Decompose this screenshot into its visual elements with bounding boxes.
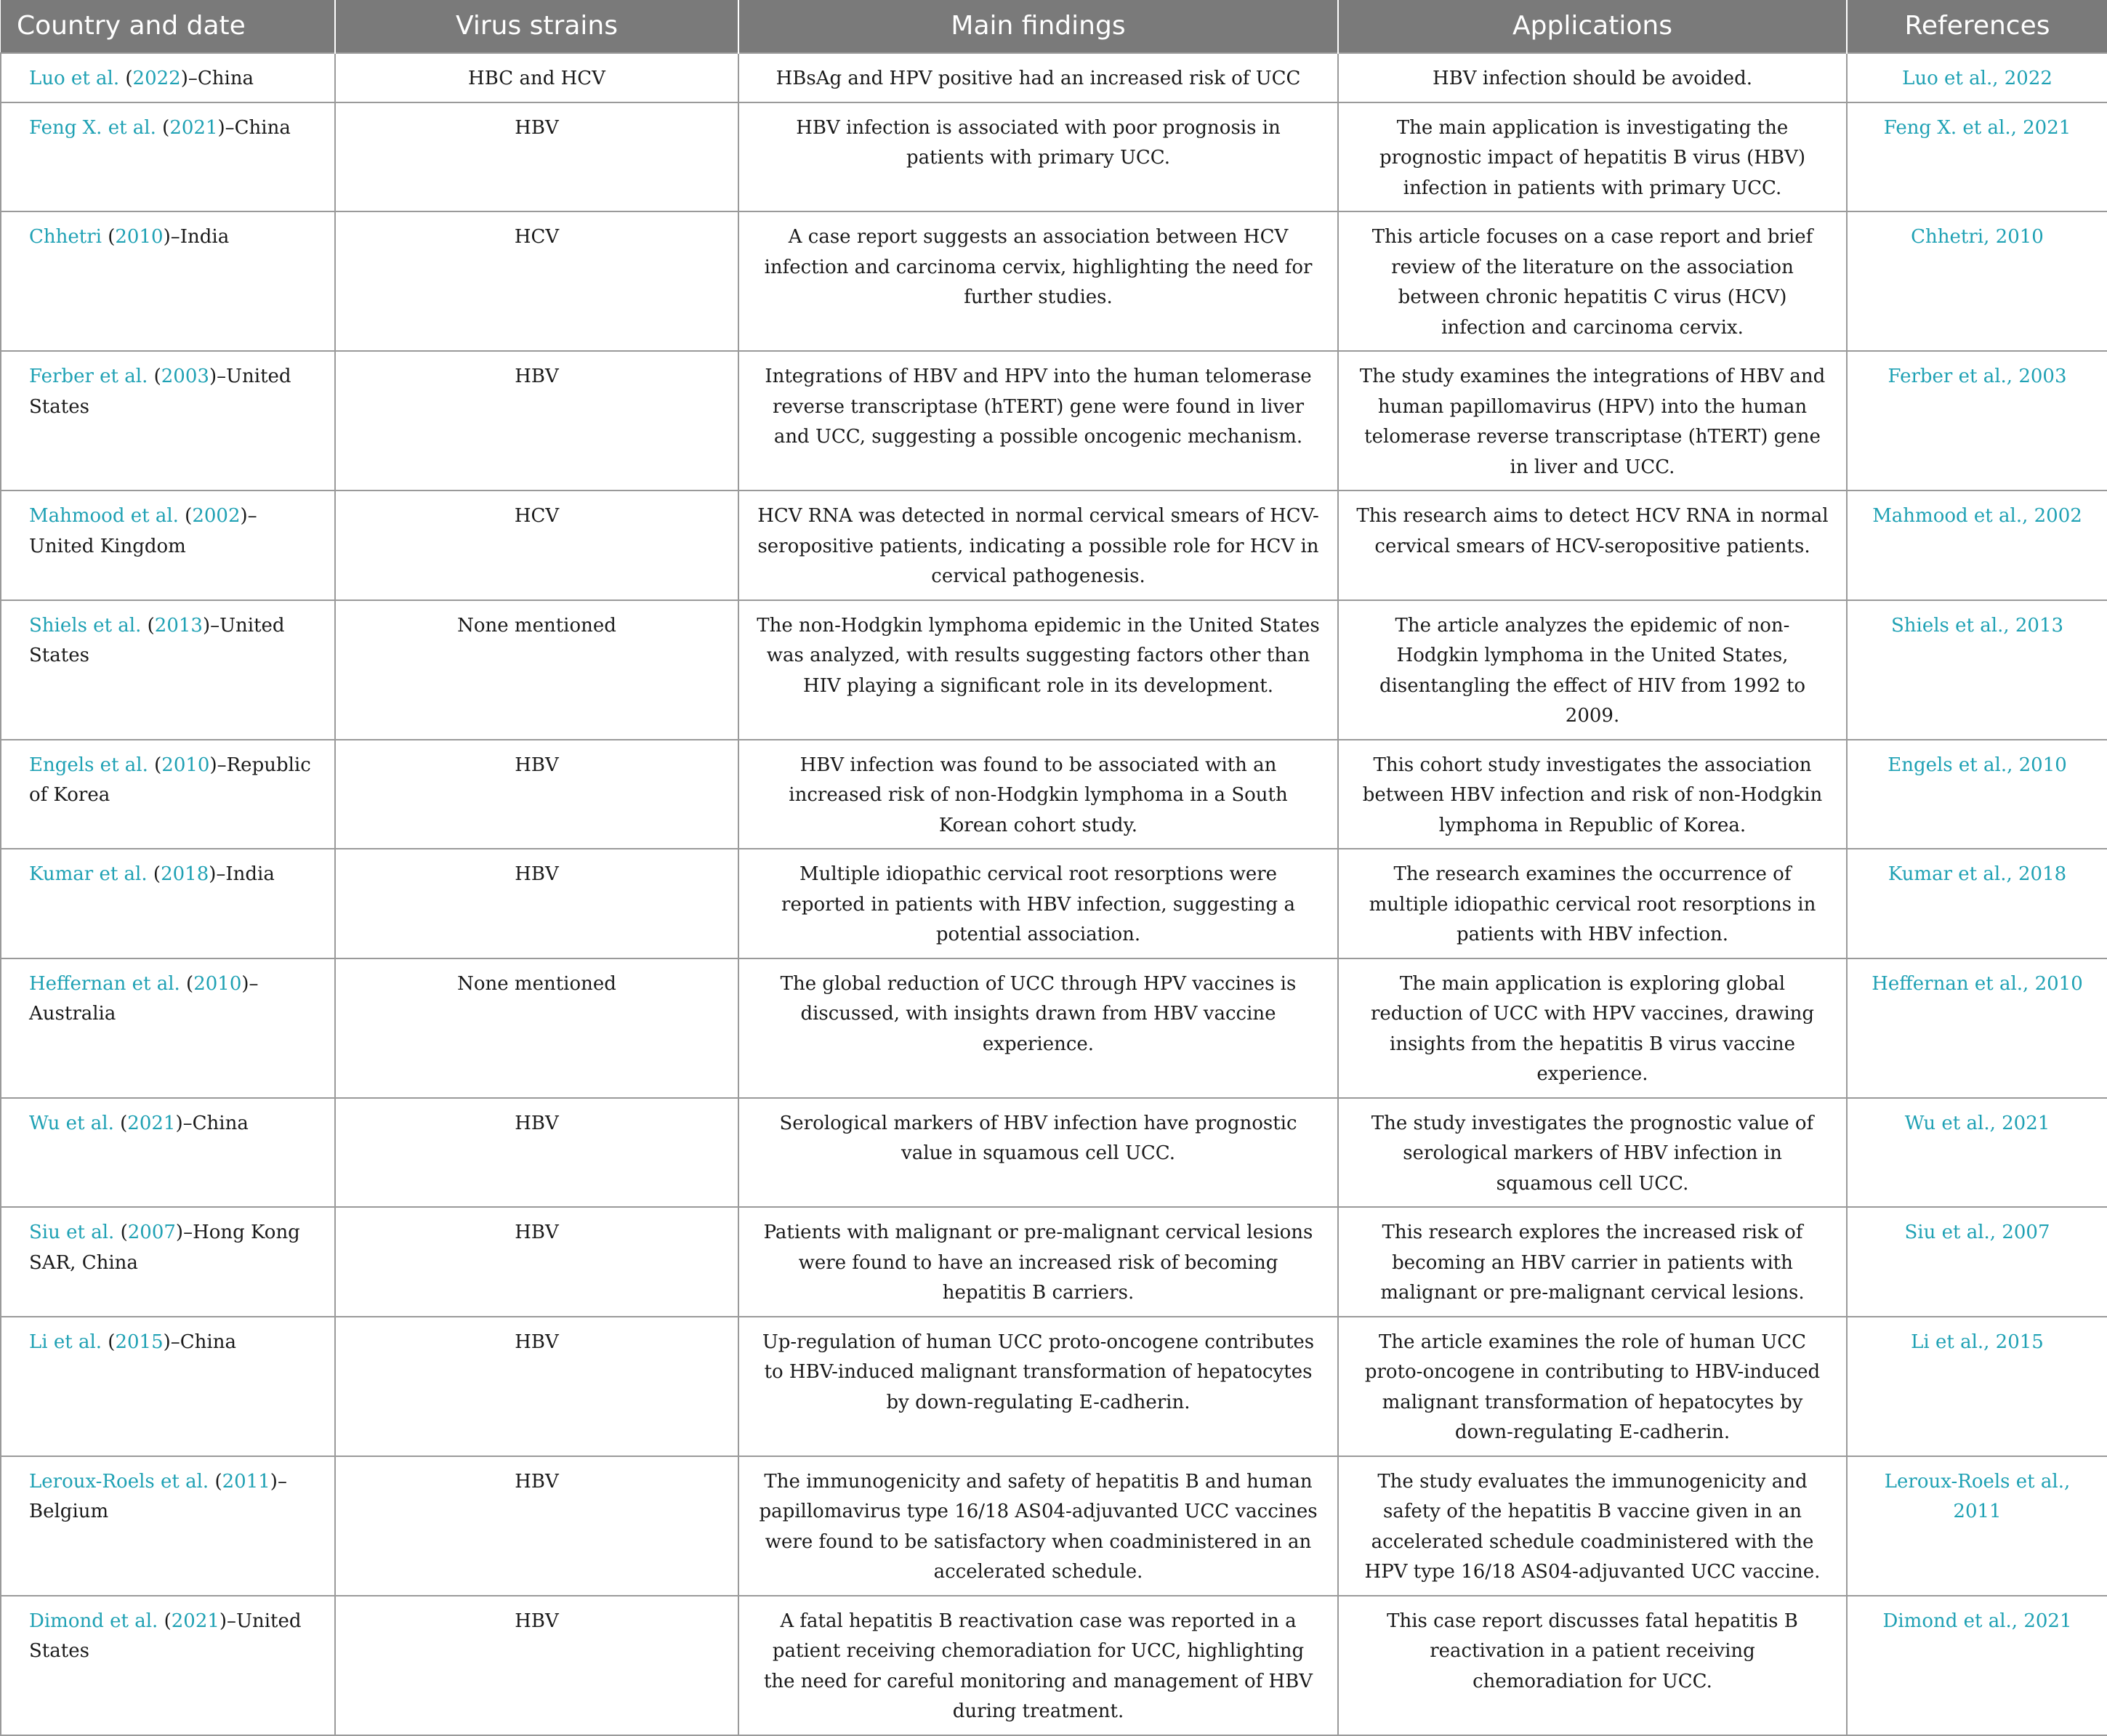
reference-link[interactable]: Luo et al., 2022	[1902, 68, 2052, 89]
applications-cell: The study evaluates the immunogenicity and safety of the hepatitis B vaccine given in an accelerated schedule coadministered with the HPV type 16/18 AS04-adjuvanted UCC vaccine.	[1338, 1456, 1847, 1596]
table-body	[1, 53, 2107, 1735]
main-findings-cell: Multiple idiopathic cervical root resorptions were reported in patients with HBV infection, suggesting a potential association.	[738, 849, 1338, 958]
main-findings-cell: The immunogenicity and safety of hepatitis B and human papillomavirus type 16/18 AS04-adjuvanted UCC vaccines were found to be satisfactory when coadministered in an accelerated schedule.	[738, 1456, 1338, 1596]
author-link[interactable]: Shiels et al.	[29, 614, 142, 637]
location-text: China	[234, 116, 291, 139]
virus-strains-cell: HBC and HCV	[335, 53, 738, 102]
virus-strains-cell: HBV	[335, 1207, 738, 1317]
main-findings-cell: HBsAg and HPV positive had an increased risk of UCC	[738, 53, 1338, 102]
table-row	[1, 211, 2107, 351]
author-link[interactable]: Chhetri	[29, 226, 102, 248]
author-link[interactable]: Leroux-Roels et al.	[29, 1470, 209, 1493]
author-link[interactable]: Kumar et al.	[29, 863, 148, 885]
reference-link[interactable]: Mahmood et al., 2002	[1872, 505, 2082, 527]
year-link[interactable]: 2021	[127, 1112, 176, 1134]
references-cell	[1847, 600, 2107, 740]
location-text: Republic of Korea	[29, 754, 311, 806]
author-link[interactable]: Wu et al.	[29, 1112, 114, 1134]
table-row	[1, 1456, 2107, 1596]
location-text: Belgium	[29, 1501, 109, 1522]
country-and-date-cell: Mahmood et al. (2002)–United Kingdom	[1, 490, 335, 600]
reference-link[interactable]: Wu et al., 2021	[1904, 1112, 2050, 1134]
year-link[interactable]: 2010	[161, 754, 210, 776]
country-and-date-cell: Shiels et al. (2013)–United States	[1, 600, 335, 740]
year-link[interactable]: 2003	[161, 366, 209, 387]
virus-strains-cell: HBV	[335, 1317, 738, 1456]
main-findings-cell: Up-regulation of human UCC proto-oncogene contributes to HBV-induced malignant transformation of hepatocytes by down-regulating E-cadherin.	[738, 1317, 1338, 1456]
country-and-date-cell: Li et al. (2015)–China	[1, 1317, 335, 1456]
header-country-and-date: Country and date	[1, 0, 335, 53]
location-text: United Kingdom	[29, 535, 186, 557]
virus-strains-cell: HBV	[335, 1596, 738, 1735]
reference-link[interactable]: Engels et al., 2010	[1888, 754, 2067, 776]
table-header	[1, 0, 2107, 53]
table-row	[1, 740, 2107, 849]
table-row	[1, 600, 2107, 740]
reference-link[interactable]: Chhetri, 2010	[1911, 226, 2044, 248]
year-link[interactable]: 2013	[154, 614, 203, 637]
applications-cell: The study examines the integrations of HBV and human papillomavirus (HPV) into the human telomerase reverse transcriptase (hTERT) gene in liver and UCC.	[1338, 351, 1847, 490]
table-row	[1, 849, 2107, 958]
header-references: References	[1847, 0, 2107, 53]
author-link[interactable]: Ferber et al.	[29, 366, 148, 387]
applications-cell: This research explores the increased risk of becoming an HBV carrier in patients with malignant or pre-malignant cervical lesions.	[1338, 1207, 1847, 1317]
year-link[interactable]: 2002	[192, 505, 241, 527]
table-row	[1, 351, 2107, 490]
country-and-date-cell: Kumar et al. (2018)–India	[1, 849, 335, 958]
author-link[interactable]: Feng X. et al.	[29, 116, 156, 139]
virus-strains-cell: HBV	[335, 740, 738, 849]
virus-strains-cell: None mentioned	[335, 958, 738, 1098]
applications-cell: The article analyzes the epidemic of non-Hodgkin lymphoma in the United States, disentangling the effect of HIV from 1992 to 2009.	[1338, 600, 1847, 740]
header-row	[1, 0, 2107, 53]
main-findings-cell: A case report suggests an association between HCV infection and carcinoma cervix, highlighting the need for further studies.	[738, 211, 1338, 351]
reference-link[interactable]: Shiels et al., 2013	[1890, 614, 2064, 637]
table-row	[1, 102, 2107, 212]
author-link[interactable]: Dimond et al.	[29, 1610, 158, 1632]
applications-cell: This cohort study investigates the association between HBV infection and risk of non-Hodgkin lymphoma in Republic of Korea.	[1338, 740, 1847, 849]
main-findings-cell: HBV infection is associated with poor prognosis in patients with primary UCC.	[738, 102, 1338, 212]
country-and-date-cell: Engels et al. (2010)–Republic of Korea	[1, 740, 335, 849]
virus-strains-cell: HBV	[335, 351, 738, 490]
author-link[interactable]: Mahmood et al.	[29, 505, 179, 527]
location-text: India	[180, 226, 230, 248]
applications-cell: This article focuses on a case report and brief review of the literature on the association between chronic hepatitis C virus (HCV) infection and carcinoma cervix.	[1338, 211, 1847, 351]
applications-cell: The article examines the role of human UCC proto-oncogene in contributing to HBV-induced malignant transformation of hepatocytes by down-regulating E-cadherin.	[1338, 1317, 1847, 1456]
applications-cell: The main application is exploring global reduction of UCC with HPV vaccines, drawing insights from the hepatitis B virus vaccine experience.	[1338, 958, 1847, 1098]
reference-link[interactable]: Siu et al., 2007	[1904, 1222, 2050, 1243]
table-row	[1, 1596, 2107, 1735]
location-text: China	[192, 1112, 249, 1134]
references-cell	[1847, 351, 2107, 490]
references-cell	[1847, 490, 2107, 600]
main-findings-cell: The global reduction of UCC through HPV vaccines is discussed, with insights drawn from HBV vaccine experience.	[738, 958, 1338, 1098]
references-cell	[1847, 211, 2107, 351]
virus-strains-cell: HCV	[335, 211, 738, 351]
country-and-date-cell: Ferber et al. (2003)–United States	[1, 351, 335, 490]
year-link[interactable]: 2010	[115, 226, 164, 248]
applications-cell: The main application is investigating the prognostic impact of hepatitis B virus (HBV) infection in patients with primary UCC.	[1338, 102, 1847, 212]
references-cell	[1847, 1207, 2107, 1317]
applications-cell: This case report discusses fatal hepatitis B reactivation in a patient receiving chemoradiation for UCC.	[1338, 1596, 1847, 1735]
author-link[interactable]: Luo et al.	[29, 68, 120, 89]
year-link[interactable]: 2011	[222, 1470, 270, 1493]
main-findings-cell: Patients with malignant or pre-malignant cervical lesions were found to have an increased risk of becoming hepatitis B carriers.	[738, 1207, 1338, 1317]
virus-strains-cell: HBV	[335, 1098, 738, 1208]
header-applications: Applications	[1338, 0, 1847, 53]
country-and-date-cell: Wu et al. (2021)–China	[1, 1098, 335, 1208]
virus-strains-cell: HBV	[335, 849, 738, 958]
main-findings-cell: The non-Hodgkin lymphoma epidemic in the United States was analyzed, with results suggesting factors other than HIV playing a significant role in its development.	[738, 600, 1338, 740]
references-cell	[1847, 102, 2107, 212]
references-cell	[1847, 740, 2107, 849]
table-row	[1, 1317, 2107, 1456]
applications-cell: The study investigates the prognostic value of serological markers of HBV infection in squamous cell UCC.	[1338, 1098, 1847, 1208]
table-row	[1, 958, 2107, 1098]
references-cell	[1847, 1317, 2107, 1456]
year-link[interactable]: 2022	[132, 68, 181, 89]
main-findings-cell: Serological markers of HBV infection have prognostic value in squamous cell UCC.	[738, 1098, 1338, 1208]
main-findings-cell: HCV RNA was detected in normal cervical smears of HCV-seropositive patients, indicating a possible role for HCV in cervical pathogenesis.	[738, 490, 1338, 600]
virus-strains-cell: HBV	[335, 102, 738, 212]
reference-link[interactable]: Ferber et al., 2003	[1888, 366, 2067, 387]
location-text: China	[180, 1331, 236, 1353]
year-link[interactable]: 2015	[115, 1331, 164, 1353]
location-text: United States	[29, 1610, 302, 1662]
author-link[interactable]: Engels et al.	[29, 754, 148, 776]
virus-strains-cell: HCV	[335, 490, 738, 600]
main-findings-cell: HBV infection was found to be associated with an increased risk of non-Hodgkin lymphoma in a South Korean cohort study.	[738, 740, 1338, 849]
country-and-date-cell: Feng X. et al. (2021)–China	[1, 102, 335, 212]
header-main-findings: Main findings	[738, 0, 1338, 53]
author-link[interactable]: Heffernan et al.	[29, 972, 180, 995]
table-row	[1, 490, 2107, 600]
references-cell	[1847, 53, 2107, 102]
table-row	[1, 1098, 2107, 1208]
main-findings-cell: A fatal hepatitis B reactivation case was reported in a patient receiving chemoradiation for UCC, highlighting the need for careful monitoring and management of HBV during treatment.	[738, 1596, 1338, 1735]
table-row	[1, 1207, 2107, 1317]
reference-link[interactable]: Heffernan et al., 2010	[1872, 972, 2083, 995]
references-cell	[1847, 1456, 2107, 1596]
references-cell	[1847, 849, 2107, 958]
reference-link[interactable]: Feng X. et al., 2021	[1883, 116, 2071, 139]
references-cell	[1847, 1596, 2107, 1735]
year-link[interactable]: 2007	[127, 1222, 176, 1243]
applications-cell: The research examines the occurrence of multiple idiopathic cervical root resorptions in patients with HBV infection.	[1338, 849, 1847, 958]
references-cell	[1847, 1098, 2107, 1208]
year-link[interactable]: 2021	[171, 1610, 219, 1632]
author-link[interactable]: Li et al.	[29, 1331, 102, 1353]
applications-cell: This research aims to detect HCV RNA in normal cervical smears of HCV-seropositive patients.	[1338, 490, 1847, 600]
reference-link[interactable]: Dimond et al., 2021	[1882, 1610, 2072, 1632]
country-and-date-cell: Dimond et al. (2021)–United States	[1, 1596, 335, 1735]
header-virus-strains: Virus strains	[335, 0, 738, 53]
country-and-date-cell: Luo et al. (2022)–China	[1, 53, 335, 102]
country-and-date-cell: Leroux-Roels et al. (2011)–Belgium	[1, 1456, 335, 1596]
year-link[interactable]: 2010	[193, 972, 242, 995]
applications-cell: HBV infection should be avoided.	[1338, 53, 1847, 102]
author-link[interactable]: Siu et al.	[29, 1222, 115, 1243]
reference-link[interactable]: Kumar et al., 2018	[1888, 863, 2067, 885]
references-cell	[1847, 958, 2107, 1098]
location-text: Hong Kong SAR, China	[29, 1222, 300, 1274]
table-row	[1, 53, 2107, 102]
location-text: United States	[29, 614, 285, 666]
year-link[interactable]: 2018	[161, 863, 209, 885]
location-text: India	[225, 863, 275, 885]
country-and-date-cell: Chhetri (2010)–India	[1, 211, 335, 351]
reference-link[interactable]: Li et al., 2015	[1911, 1331, 2044, 1353]
reference-link[interactable]: Leroux-Roels et al., 2011	[1884, 1470, 2071, 1522]
year-link[interactable]: 2021	[169, 116, 218, 139]
location-text: Australia	[29, 1003, 116, 1025]
virus-strains-cell: HBV	[335, 1456, 738, 1596]
country-and-date-cell: Siu et al. (2007)–Hong Kong SAR, China	[1, 1207, 335, 1317]
main-findings-cell: Integrations of HBV and HPV into the human telomerase reverse transcriptase (hTERT) gene were found in liver and UCC, suggesting a possible oncogenic mechanism.	[738, 351, 1338, 490]
country-and-date-cell: Heffernan et al. (2010)–Australia	[1, 958, 335, 1098]
location-text: China	[197, 68, 254, 89]
location-text: United States	[29, 366, 291, 418]
virus-strains-cell: None mentioned	[335, 600, 738, 740]
